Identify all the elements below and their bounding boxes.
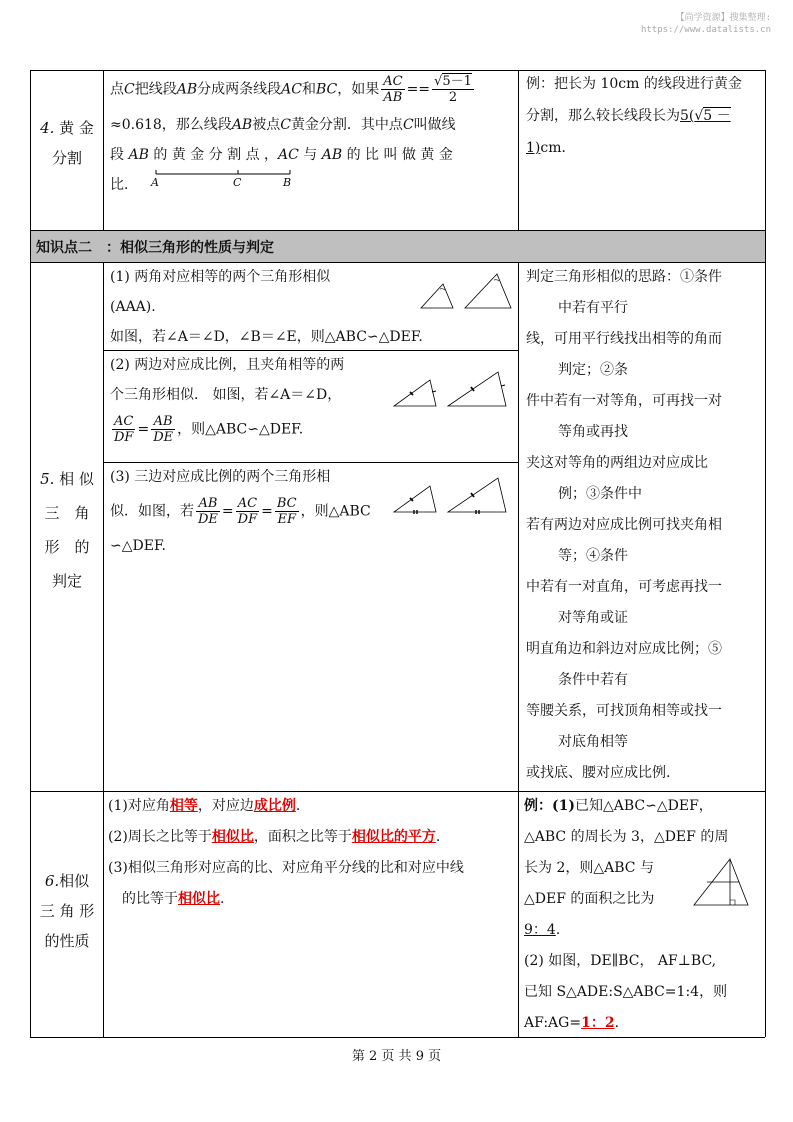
watermark-line2: https://www.datalists.cn (640, 25, 771, 35)
example-label: 例： (524, 798, 552, 814)
answer-perimeter-ratio: 相似比 (211, 829, 254, 845)
note-line: 条件中若有 (558, 672, 628, 688)
note-line: 件中若有一对等角，可再找一对 (526, 393, 722, 409)
row4-definition (110, 74, 512, 200)
example-text: . (555, 922, 561, 938)
prop-text: (1)对应角 (108, 798, 170, 814)
example-text: AF:AG= (524, 1015, 582, 1031)
frac-num: AB (196, 496, 220, 512)
example1-answer: 9：4 (524, 922, 556, 938)
note-line: 若有两边对应成比例可找夹角相 (526, 517, 722, 533)
row6-label-c: 的性质 (44, 932, 90, 950)
angle-mark (440, 289, 445, 290)
note-line: 夹这对等角的两组边对应成比 (526, 455, 708, 471)
text: 与 (303, 147, 318, 163)
watermark (641, 12, 771, 36)
frac-num: AC (383, 74, 403, 89)
row5-label-c: 形 的 (44, 538, 90, 556)
watermark-line1: 【尚学资源】搜集整理: (675, 13, 771, 23)
note-line: 对底角相等 (558, 734, 628, 750)
frac-den: DF (114, 430, 134, 445)
text: 和 (301, 81, 316, 98)
example-text: 长为 2，则△ABC 与 (524, 860, 654, 876)
text: = (406, 81, 419, 98)
text: = (418, 81, 431, 98)
page-number: 第 2 页 共 9 页 (351, 1049, 442, 1064)
example-text: . (614, 1015, 620, 1031)
row6-properties (108, 791, 516, 915)
fraction-ac-df (112, 414, 135, 445)
example-text: (2) 如图，DE∥BC， AF⊥BC, (524, 953, 717, 969)
criterion-text: 个三角形相似． 如图，若∠A＝∠D， (110, 387, 342, 403)
triangle-def (465, 274, 511, 308)
text: ≈0.618，那么线段 (110, 117, 232, 133)
note-line: 明直角边和斜边对应成比例；⑤ (526, 641, 722, 657)
segment-label-b: B (283, 176, 292, 189)
text: 段 (110, 147, 124, 163)
fraction-ac-ab (381, 74, 404, 105)
prop-text: ，对应边 (197, 798, 254, 814)
text: 的 比 叫 做 黄 金 (346, 147, 453, 163)
var-ab: AB (176, 81, 198, 98)
fraction-bc-ef (275, 496, 299, 527)
fraction-ab-de (196, 496, 220, 527)
text: 点 (110, 81, 124, 98)
fraction-sqrt5 (432, 74, 474, 105)
example-unit: cm． (540, 140, 576, 156)
row5-label-b: 三 角 (44, 504, 90, 522)
row4-example (526, 68, 761, 164)
note-line: 中若有平行 (558, 300, 628, 316)
var-bc: BC (315, 81, 338, 98)
frac-den: DF (237, 512, 258, 527)
text: 黄金分割．其中点 (290, 117, 403, 133)
triangle-altitude-figure (688, 855, 754, 911)
var-ab: AB (321, 147, 343, 163)
row4-label-b: 分割 (51, 149, 82, 167)
triangle-abc (394, 380, 436, 406)
var-ab: AB (231, 117, 253, 133)
fraction-ab-de (151, 414, 175, 445)
note-line: 等腰关系，可找顶角相等或找一 (526, 703, 722, 719)
side-mark (501, 385, 505, 386)
segment-figure (150, 162, 300, 196)
fraction-ac-df (236, 496, 259, 527)
text: 比． (110, 177, 138, 193)
row4-label-a: 黄 金 (59, 119, 94, 137)
var-c: C (402, 117, 414, 133)
example-text: △DEF 的面积之比为 (524, 891, 655, 907)
var-c: C (280, 117, 291, 133)
example-line: 分割，那么较长线段长为 (526, 108, 680, 124)
note-line: 或找底、腰对应成比例. (526, 765, 671, 781)
example-text: △ABC 的周长为 3，△DEF 的周 (524, 829, 729, 845)
note-line: 等角或再找 (558, 424, 628, 440)
row6-label-a: 相似 (59, 872, 90, 890)
frac-num: AC (112, 414, 135, 430)
text: 被点 (252, 117, 281, 133)
row6-example (524, 791, 762, 1039)
ans-text: 5( (680, 108, 695, 124)
prop-text: . (295, 798, 301, 814)
right-angle-mark (730, 900, 735, 905)
row4-label-num: 4. (40, 119, 55, 137)
triangle-abc (394, 486, 436, 512)
criterion-text: (AAA). (110, 299, 156, 315)
row6-label-b: 三 角 形 (39, 902, 95, 920)
example-line: 例：把长为 10cm 的线段进行黄金 (526, 76, 742, 92)
criterion-text: (2) 两边对应成比例，且夹角相等的两 (110, 357, 345, 373)
triangles-figure-aaa (413, 270, 513, 314)
triangle-def (448, 372, 506, 406)
text: 分成两条线段 (197, 81, 282, 98)
frac-den: AB (383, 90, 403, 105)
criterion-text: ，则△ABC (300, 503, 371, 520)
prop-text: (2)周长之比等于 (108, 829, 212, 845)
row6-label (31, 866, 103, 956)
row5-label (31, 462, 103, 598)
triangles-figure-sss (386, 476, 514, 520)
var-ac: AC (278, 147, 299, 163)
var-ab: AB (128, 147, 149, 163)
prop-text: . (220, 891, 225, 907)
frac-num: BC (276, 496, 297, 511)
col1-line-b (103, 262, 104, 1037)
radicand: 5－1 (442, 74, 472, 89)
note-line: 例；③条件中 (558, 486, 642, 502)
note-line: 判定三角形相似的思路：①条件 (526, 269, 722, 285)
row5-criterion-sss: (3) 三边对应成比例的两个三角形相 似．如图，若 $\frac{AB}{DE}$ = $\frac{AC}{DF}$ = $\frac{BC}{EF}$ ，则△ABC ∽△DEF. (110, 462, 515, 561)
answer-area-ratio: 相似比的平方 (351, 829, 436, 845)
example-answer-part2: 1) (526, 140, 541, 156)
section2-title: 知识点二 ：相似三角形的性质与判定 (36, 240, 274, 256)
frac-den: DE (198, 512, 218, 527)
criterion-text: ，则△ABC∽△DEF. (177, 421, 304, 438)
frac-num: √5－1 (434, 74, 472, 89)
triangles-figure-sas (386, 370, 514, 414)
prop-text: 的比等于 (122, 891, 178, 907)
row5-criterion-sas: (2) 两边对应成比例，且夹角相等的两 个三角形相似． 如图，若∠A＝∠D， $\frac{AC}{DF}$ = $\frac{AB}{DE}$ ，则△ABC∽△DEF. (110, 350, 515, 445)
var-c: C (124, 81, 135, 98)
note-line: 中若有一对直角，可考虑再找一 (526, 579, 722, 595)
col2-line-a (518, 70, 519, 230)
example-text: 已知 S△ADE:S△ABC=1:4，则 (524, 984, 728, 1000)
example-answer-part1: 5(√5 － (680, 108, 731, 124)
frac-den: EF (277, 512, 296, 527)
segment-label-a: A (151, 176, 159, 189)
triangle-def (448, 478, 506, 512)
row5-label-a: 相 似 (59, 470, 94, 488)
frac-num: AB (151, 414, 175, 430)
answer-corresponding-sides: 成比例 (253, 798, 296, 814)
table-border-right (765, 70, 766, 1037)
triangle-abc (421, 284, 453, 308)
example-text: 已知△ABC∽△DEF， (575, 798, 713, 814)
text: 把线段 (134, 81, 177, 98)
prop-text: ，面积之比等于 (253, 829, 352, 845)
col2-line-b (518, 262, 519, 1037)
criterion-text: (3) 三边对应成比例的两个三角形相 (110, 469, 331, 485)
prop-text: (3)相似三角形对应高的比、对应角平分线的比和对应中线 (108, 860, 464, 876)
note-line: 对等角或证 (558, 610, 628, 626)
note-line: 等；④条件 (558, 548, 628, 564)
angle-mark (494, 280, 499, 281)
answer-corresponding-angles: 相等 (169, 798, 198, 814)
criterion-text: 似．如图，若 (110, 503, 194, 520)
text: 叫做线 (413, 117, 456, 133)
example2-answer: 1：2 (581, 1015, 615, 1031)
criterion-text: (1) 两角对应相等的两个三角形相似 (110, 269, 331, 285)
row5-method-notes (526, 262, 764, 789)
note-line: 线，可用平行线找出相等的角而 (526, 331, 722, 347)
prop-text: . (435, 829, 441, 845)
ans-radicand: 5 － (703, 108, 731, 124)
criterion-text: ∽△DEF. (110, 538, 166, 554)
text: 的 黄 金 分 割 点 ， (153, 147, 279, 163)
row6-label-num: 6. (44, 872, 60, 890)
frac-num: AC (236, 496, 259, 512)
criterion-text: 如图，若∠A＝∠D，∠B＝∠E，则△ABC∽△DEF. (110, 329, 423, 345)
answer-lines-ratio: 相似比 (178, 891, 220, 907)
frac-den: 2 (448, 90, 458, 105)
row4-label (31, 113, 103, 173)
row5-label-num: 5. (40, 470, 55, 488)
col1-line-a (103, 70, 104, 230)
example-num: (1) (552, 798, 575, 814)
note-line: 判定；②条 (558, 362, 628, 378)
var-ac: AC (281, 81, 302, 98)
text: ，如果 (337, 81, 380, 98)
segment-label-c: C (233, 176, 242, 189)
frac-den: DE (153, 430, 174, 445)
row5-label-d: 判定 (51, 572, 82, 590)
